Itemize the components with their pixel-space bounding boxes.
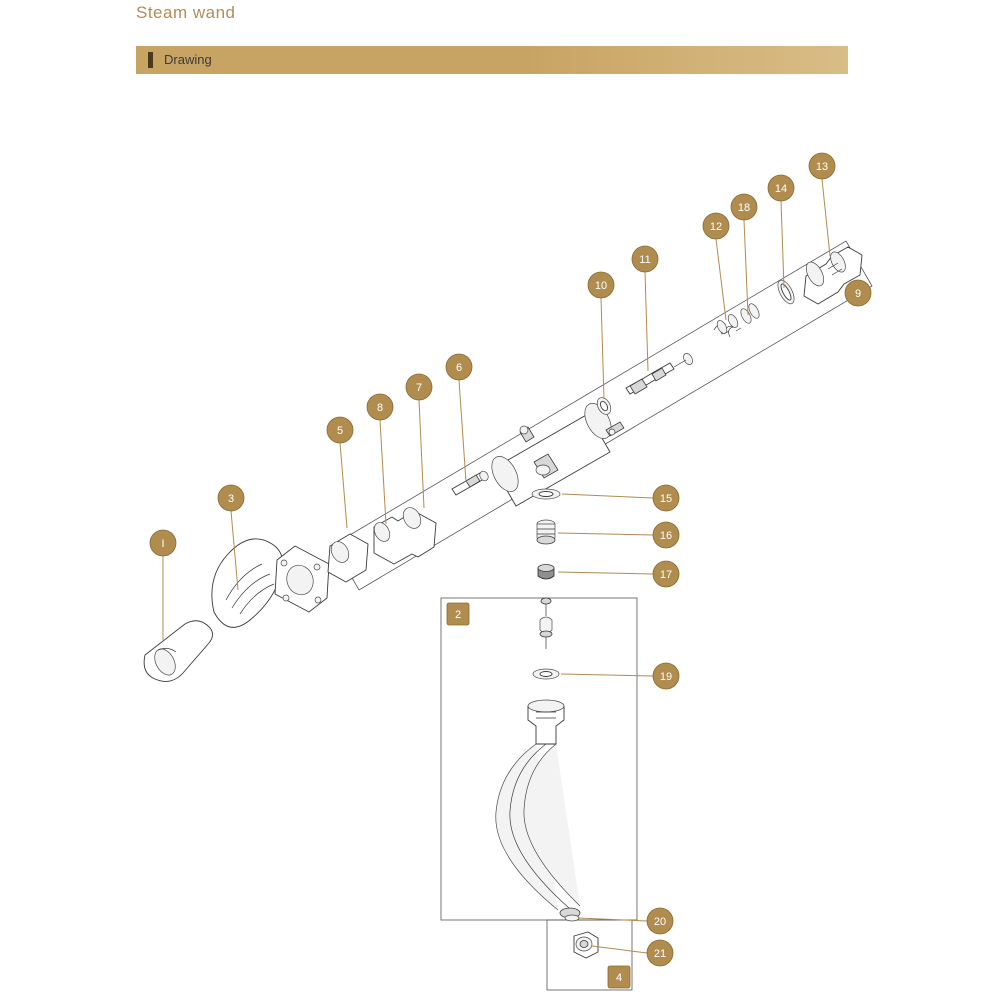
callout-2-label: 2	[454, 609, 462, 621]
part-3-lever	[212, 539, 283, 628]
part-17-seal	[538, 565, 554, 580]
section-label: Drawing	[164, 52, 212, 67]
callout-5[interactable]	[327, 417, 353, 443]
callout-19[interactable]	[653, 663, 679, 689]
callout-8-label: 8	[376, 402, 384, 414]
part-inner-valve-pin	[540, 598, 552, 649]
callout-11[interactable]	[632, 246, 658, 272]
part-18-o-rings	[739, 302, 762, 325]
callout-16-label: 16	[659, 530, 673, 542]
wand-tube-assembly	[496, 700, 580, 918]
part-1-nozzle	[144, 621, 212, 682]
callout-4-label: 4	[615, 972, 623, 984]
part-11-stem	[626, 352, 694, 394]
callout-16[interactable]	[653, 522, 679, 548]
callout-14-label: 14	[774, 183, 788, 195]
callout-12[interactable]	[703, 213, 729, 239]
callout-7[interactable]	[406, 374, 432, 400]
callout-19-label: 19	[659, 671, 673, 683]
callout-1[interactable]	[150, 530, 176, 556]
callout-9-label: 9	[854, 288, 862, 300]
callout-10[interactable]	[588, 272, 614, 298]
callout-8[interactable]	[367, 394, 393, 420]
callout-18-label: 18	[737, 202, 751, 214]
part-16-bellows	[537, 520, 555, 544]
page-title: Steam wand	[136, 3, 236, 22]
callout-6[interactable]	[446, 354, 472, 380]
callout-7-label: 7	[415, 382, 423, 394]
callout-15-label: 15	[659, 493, 673, 505]
part-19-washer	[533, 669, 559, 679]
callout-20-label: 20	[653, 916, 667, 928]
part-5-flange	[275, 546, 329, 612]
callout-14[interactable]	[768, 175, 794, 201]
callout-13-label: 13	[815, 161, 829, 173]
part-8-nut	[328, 534, 368, 582]
callout-15[interactable]	[653, 485, 679, 511]
part-15-washer	[532, 489, 560, 499]
callout-3-label: 3	[227, 493, 235, 505]
callout-18[interactable]	[731, 194, 757, 220]
callout-20[interactable]	[647, 908, 673, 934]
callout-21[interactable]	[647, 940, 673, 966]
part-20-washer	[565, 915, 579, 921]
part-6-shaft	[452, 470, 490, 495]
callout-17[interactable]	[653, 561, 679, 587]
callout-13[interactable]	[809, 153, 835, 179]
part-21-fitting	[574, 932, 598, 958]
callout-11-label: 11	[639, 254, 651, 266]
callout-6-label: 6	[455, 362, 463, 374]
callout-1-label: I	[161, 538, 165, 550]
callout-3[interactable]	[218, 485, 244, 511]
callout-2[interactable]	[447, 603, 469, 625]
part-14-o-ring	[775, 278, 798, 307]
callout-5-label: 5	[336, 425, 344, 437]
part-7-coupling	[371, 505, 436, 564]
callout-12-label: 12	[709, 221, 723, 233]
callout-9[interactable]	[845, 280, 871, 306]
callout-4[interactable]	[608, 966, 630, 988]
callout-21-label: 21	[653, 948, 667, 960]
callout-10-label: 10	[594, 280, 608, 292]
callout-17-label: 17	[659, 569, 673, 581]
